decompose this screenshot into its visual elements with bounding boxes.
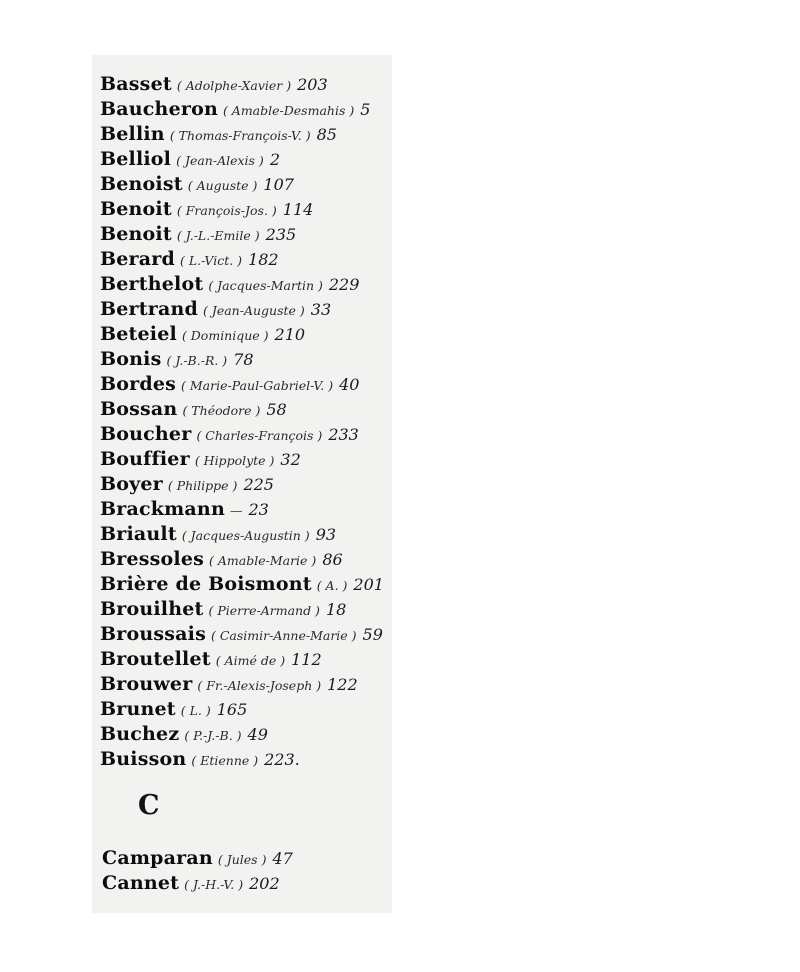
entry-number: 225 — [243, 475, 274, 494]
index-entry — [100, 622, 400, 647]
entry-number: 107 — [263, 175, 294, 194]
entry-number: 85 — [316, 125, 337, 144]
index-entry — [100, 197, 400, 222]
entry-surname: Baucheron — [100, 98, 218, 120]
index-entry — [100, 697, 400, 722]
entry-number: 233 — [328, 425, 359, 444]
entry-surname: Broussais — [100, 623, 206, 645]
index-entry — [100, 297, 400, 322]
entry-surname: Broutellet — [100, 648, 211, 670]
entry-surname: Brouilhet — [100, 598, 204, 620]
entry-number: 122 — [327, 675, 358, 694]
index-entry — [102, 846, 402, 871]
entry-surname: Cannet — [102, 872, 180, 894]
entry-number: 59 — [362, 625, 383, 644]
entry-number: 229 — [328, 275, 360, 294]
entry-given-names: ( Fr.-Alexis-Joseph ) — [197, 678, 322, 693]
entry-given-names: ( Auguste ) — [187, 178, 258, 193]
entry-surname: Briault — [100, 523, 177, 545]
index-entry — [100, 472, 400, 497]
entry-number: 78 — [233, 350, 254, 369]
entry-given-names: — — [229, 503, 243, 518]
entry-surname: Buchez — [100, 723, 180, 745]
entry-number: 201 — [353, 575, 384, 594]
index-list-b — [100, 72, 400, 772]
entry-number: 18 — [325, 600, 347, 619]
entry-number: 223. — [264, 750, 300, 769]
entry-number: 32 — [280, 450, 301, 469]
entry-surname: Berthelot — [100, 273, 204, 295]
entry-given-names: ( Pierre-Armand ) — [208, 603, 320, 618]
entry-surname: Boyer — [100, 473, 163, 495]
entry-number: 235 — [265, 225, 297, 244]
entry-surname: Camparan — [102, 847, 213, 869]
entry-surname: Benoit — [100, 223, 172, 245]
entry-given-names: ( Jacques-Martin ) — [208, 278, 323, 293]
entry-given-names: ( Thomas-François-V. ) — [169, 128, 311, 143]
index-list-c — [102, 846, 402, 896]
entry-surname: Bellin — [100, 123, 165, 145]
index-entry — [100, 422, 400, 447]
entry-surname: Bressoles — [100, 548, 205, 570]
entry-number: 165 — [216, 700, 248, 719]
entry-given-names: ( Jean-Alexis ) — [176, 153, 264, 168]
index-entry — [100, 747, 400, 772]
entry-given-names: ( Hippolyte ) — [194, 453, 275, 468]
entry-surname: Bouffier — [100, 448, 190, 470]
entry-given-names: ( Jacques-Augustin ) — [181, 528, 310, 543]
index-entry — [100, 522, 400, 547]
index-entry — [100, 122, 400, 147]
entry-number: 114 — [282, 200, 314, 219]
index-entry — [102, 871, 402, 896]
entry-surname: Brackmann — [100, 498, 225, 520]
entry-given-names: ( Casimir-Anne-Marie ) — [210, 628, 357, 643]
entry-given-names: ( Amable-Marie ) — [209, 553, 317, 568]
entry-surname: Bossan — [100, 398, 178, 420]
entry-surname: Bordes — [100, 373, 177, 395]
entry-number: 23 — [248, 500, 269, 519]
entry-number: 58 — [266, 400, 287, 419]
entry-surname: Bonis — [100, 348, 162, 370]
entry-number: 86 — [322, 550, 343, 569]
entry-given-names: ( Adolphe-Xavier ) — [176, 78, 292, 93]
entry-number: 40 — [339, 375, 360, 394]
entry-number: 93 — [315, 525, 337, 544]
index-entry — [100, 647, 400, 672]
entry-given-names: ( L. ) — [180, 703, 211, 718]
index-entry — [100, 497, 400, 522]
index-entry — [100, 147, 400, 172]
entry-surname: Berard — [100, 248, 175, 270]
entry-surname: Brunet — [100, 698, 176, 720]
index-entry — [100, 447, 400, 472]
entry-number: 182 — [248, 250, 279, 269]
entry-surname: Benoit — [100, 198, 172, 220]
index-entry — [100, 72, 400, 97]
entry-number: 202 — [249, 874, 280, 893]
entry-given-names: ( J.-B.-R. ) — [166, 353, 228, 368]
section-letter-c: C — [138, 790, 160, 821]
index-entry — [100, 372, 400, 397]
index-entry — [100, 672, 400, 697]
entry-given-names: ( P.-J.-B. ) — [184, 728, 242, 743]
index-entry — [100, 572, 400, 597]
index-entry — [100, 222, 400, 247]
index-entry — [100, 547, 400, 572]
entry-surname: Beteiel — [100, 323, 177, 345]
index-entry — [100, 322, 400, 347]
index-entry — [100, 97, 400, 122]
index-entry — [100, 247, 400, 272]
entry-given-names: ( A. ) — [316, 578, 348, 593]
entry-number: 203 — [297, 75, 328, 94]
entry-surname: Bertrand — [100, 298, 198, 320]
entry-given-names: ( François-Jos. ) — [176, 203, 277, 218]
index-entry — [100, 722, 400, 747]
entry-surname: Brière de Boismont — [100, 573, 312, 595]
index-entry — [100, 597, 400, 622]
entry-surname: Benoist — [100, 173, 183, 195]
index-entry — [100, 272, 400, 297]
entry-number: 2 — [269, 150, 281, 169]
entry-number: 210 — [274, 325, 306, 344]
index-entry — [100, 347, 400, 372]
entry-number: 33 — [310, 300, 332, 319]
entry-number: 5 — [360, 100, 371, 119]
entry-given-names: ( Aimé de ) — [215, 653, 286, 668]
index-entry — [100, 397, 400, 422]
entry-surname: Brouwer — [100, 673, 193, 695]
entry-given-names: ( Charles-François ) — [196, 428, 323, 443]
entry-given-names: ( L.-Vict. ) — [179, 253, 243, 268]
entry-surname: Basset — [100, 73, 172, 95]
entry-surname: Buisson — [100, 748, 187, 770]
entry-given-names: ( Philippe ) — [167, 478, 238, 493]
entry-given-names: ( Amable-Desmahis ) — [222, 103, 355, 118]
entry-number: 47 — [272, 849, 293, 868]
entry-number: 49 — [247, 725, 268, 744]
entry-given-names: ( Théodore ) — [182, 403, 261, 418]
entry-given-names: ( Jean-Auguste ) — [202, 303, 305, 318]
entry-given-names: ( Dominique ) — [181, 328, 269, 343]
entry-given-names: ( Jules ) — [217, 852, 267, 867]
entry-number: 112 — [291, 650, 322, 669]
entry-given-names: ( J.-L.-Emile ) — [176, 228, 260, 243]
entry-surname: Boucher — [100, 423, 192, 445]
entry-given-names: ( J.-H.-V. ) — [184, 877, 244, 892]
entry-given-names: ( Etienne ) — [191, 753, 259, 768]
entry-given-names: ( Marie-Paul-Gabriel-V. ) — [181, 378, 334, 393]
entry-surname: Belliol — [100, 148, 172, 170]
index-entry — [100, 172, 400, 197]
